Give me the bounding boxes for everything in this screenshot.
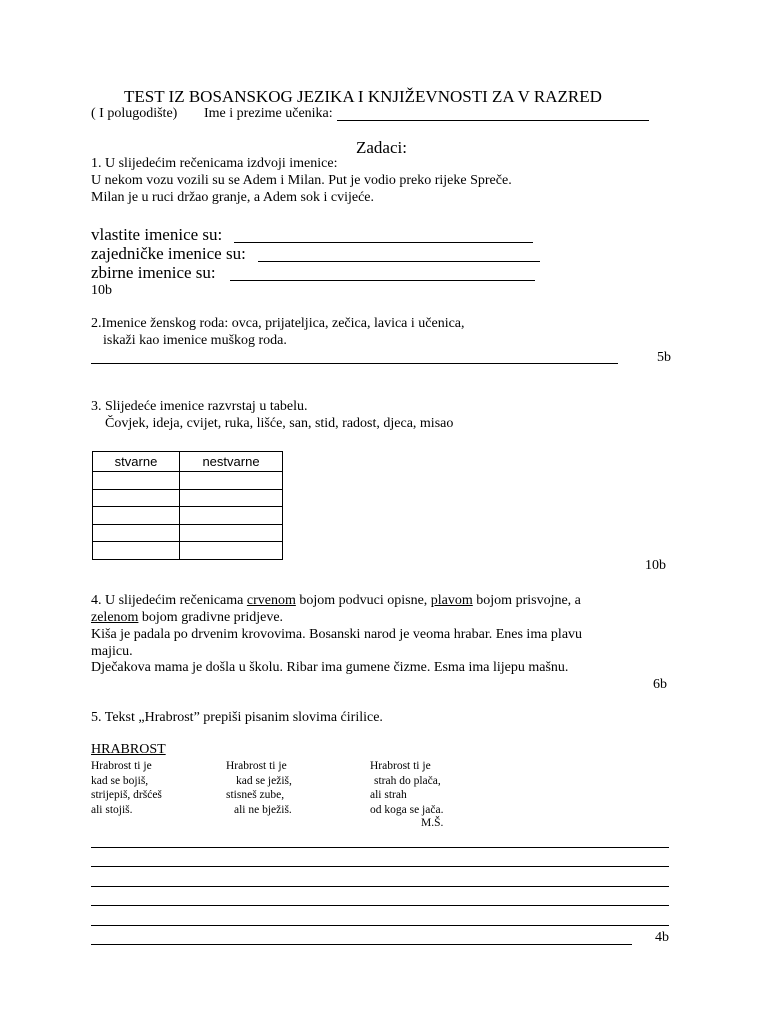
red-keyword: crvenom	[246, 593, 296, 608]
student-name-field[interactable]	[337, 120, 649, 121]
poem-stanza-2	[226, 759, 292, 817]
student-name-label: Ime i prezime učenika:	[204, 106, 333, 121]
task3-words: Čovjek, ideja, cvijet, ruka, lišće, san, stid, radost, djeca, misao	[105, 416, 454, 431]
task4-sentence-2: Dječakova mama je došla u školu. Ribar ima gumene čizme. Esma ima lijepu mašnu.	[91, 660, 569, 675]
common-nouns-field[interactable]	[258, 261, 540, 262]
noun-classification-table	[92, 451, 283, 560]
poem-line: Hrabrost ti je	[226, 760, 287, 772]
table-cell[interactable]	[93, 507, 180, 525]
poem-line: Hrabrost ti je	[91, 760, 152, 772]
blue-keyword: plavom	[430, 593, 473, 608]
col-header-concrete: stvarne	[93, 452, 180, 472]
proper-nouns-field[interactable]	[234, 242, 533, 243]
poem-title: HRABROST	[91, 742, 166, 757]
poem-stanza-1	[91, 759, 162, 817]
proper-nouns-label: vlastite imenice su:	[91, 225, 223, 244]
task4-text-c: bojom prisvojne, a	[472, 593, 581, 608]
poem-line: strijepiš, dršćeš	[91, 789, 162, 801]
writing-line[interactable]	[91, 866, 669, 867]
writing-line[interactable]	[91, 925, 669, 926]
task2-points: 5b	[657, 350, 671, 365]
col-header-abstract: nestvarne	[180, 452, 283, 472]
semester-label: ( I polugodište)	[91, 106, 178, 121]
common-nouns-label: zajedničke imenice su:	[91, 244, 246, 263]
section-title: Zadaci:	[356, 138, 407, 157]
task4-text-a: 4. U slijedećim rečenicama	[91, 593, 247, 608]
task1-sentence-2: Milan je u ruci držao granje, a Adem sok i cvijeće.	[91, 190, 375, 205]
poem-line: ali ne bježiš.	[234, 803, 292, 816]
collective-nouns-field[interactable]	[230, 280, 535, 281]
poem-line: ali stojiš.	[91, 803, 133, 816]
task3-points: 10b	[645, 558, 666, 573]
writing-line[interactable]	[91, 905, 669, 906]
task5-prompt: 5. Tekst „Hrabrost” prepiši pisanim slovima ćirilice.	[91, 710, 383, 725]
poem-stanza-3	[370, 759, 443, 817]
task2-prompt-2: iskaži kao imenice muškog roda.	[103, 333, 287, 348]
table-cell[interactable]	[180, 542, 283, 560]
task2-prompt: 2.Imenice ženskog roda: ovca, prijateljica, zečica, lavica i učenica,	[91, 316, 465, 331]
poem-line: kad se bojiš,	[91, 774, 149, 787]
task4-prompt-2	[91, 610, 283, 626]
page-title: TEST IZ BOSANSKOG JEZIKA I KNJIŽEVNOSTI ZA V RAZRED	[124, 87, 602, 106]
poem-line: kad se ježiš,	[236, 774, 292, 787]
task4-prompt	[91, 593, 581, 609]
task5-points: 4b	[655, 930, 669, 945]
table-cell[interactable]	[180, 507, 283, 525]
task4-sentence-1: Kiša je padala po drvenim krovovima. Bosanski narod je veoma hrabar. Enes ima plavu	[91, 627, 583, 642]
task4-points: 6b	[653, 677, 667, 692]
table-cell[interactable]	[93, 542, 180, 560]
table-cell[interactable]	[180, 524, 283, 542]
task4-sentence-1b: majicu.	[91, 644, 133, 659]
table-cell[interactable]	[93, 472, 180, 490]
writing-line[interactable]	[91, 847, 669, 848]
task4-text-d: bojom gradivne pridjeve.	[138, 610, 284, 625]
task4-text-b: bojom podvuci opisne,	[295, 593, 431, 608]
writing-line[interactable]	[91, 944, 632, 945]
task3-prompt: 3. Slijedeće imenice razvrstaj u tabelu.	[91, 399, 308, 414]
table-cell[interactable]	[93, 489, 180, 507]
collective-nouns-label: zbirne imenice su:	[91, 263, 216, 282]
task1-prompt: 1. U slijedećim rečenicama izdvoji imenice:	[91, 156, 338, 171]
poem-line: od koga se jača.	[370, 803, 444, 816]
green-keyword: zelenom	[91, 610, 139, 625]
task1-sentence-1: U nekom vozu vozili su se Adem i Milan. Put je vodio preko rijeke Spreče.	[91, 173, 512, 188]
task1-points: 10b	[91, 283, 112, 298]
table-cell[interactable]	[180, 472, 283, 490]
writing-line[interactable]	[91, 886, 669, 887]
task2-answer-field[interactable]	[91, 363, 618, 364]
poem-line: ali strah	[370, 789, 407, 801]
table-cell[interactable]	[93, 524, 180, 542]
table-cell[interactable]	[180, 489, 283, 507]
poem-line: Hrabrost ti je	[370, 760, 431, 772]
poem-line: stisneš zube,	[226, 789, 285, 801]
poem-line: strah do plača,	[374, 774, 441, 787]
poem-author: M.Š.	[421, 817, 444, 829]
